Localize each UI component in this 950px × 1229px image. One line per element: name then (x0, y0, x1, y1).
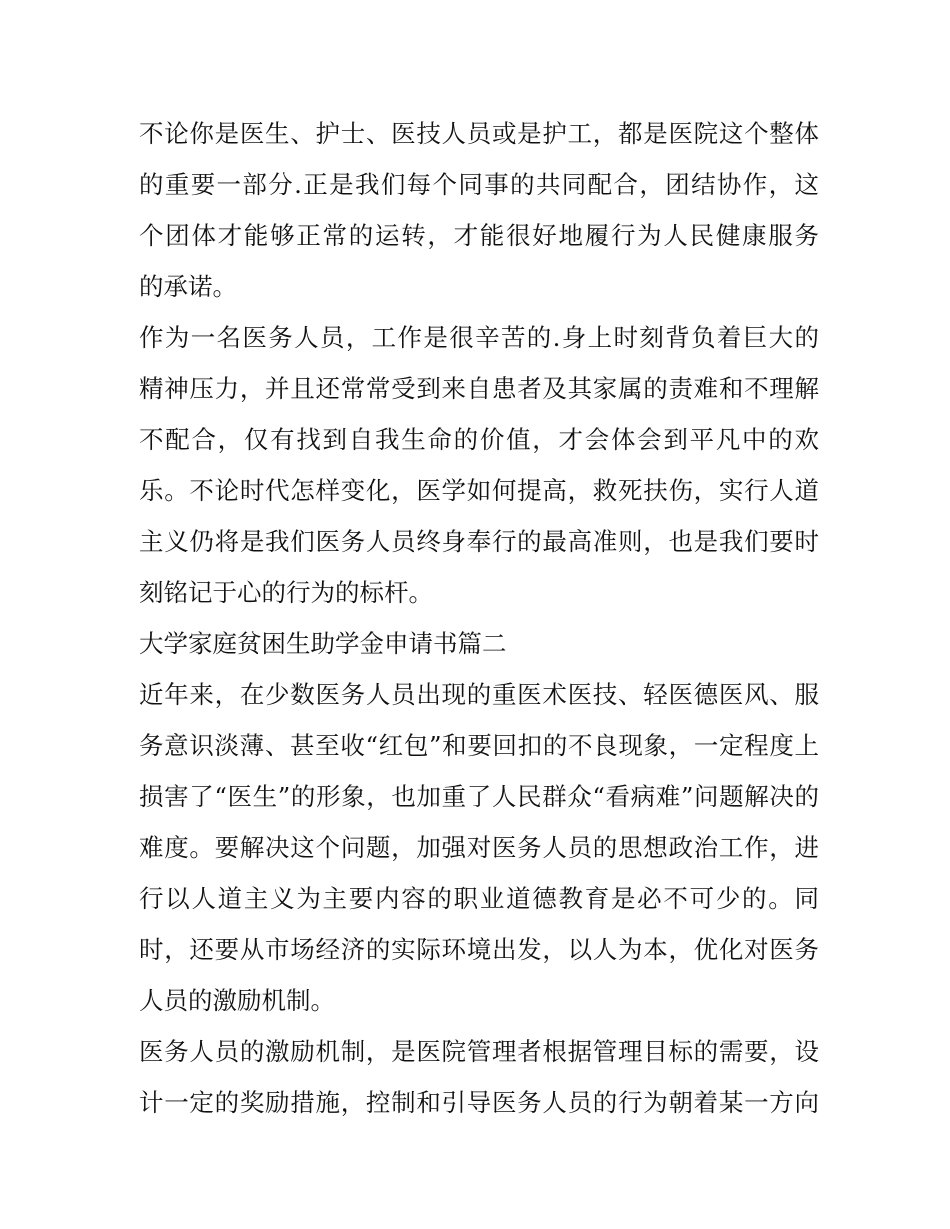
paragraph-line: 刻铭记于心的行为的标杆。 (139, 578, 433, 607)
paragraph-line: 计一定的奖励措施，控制和引导医务人员的行为朝着某一方向 (139, 1088, 819, 1117)
paragraph-line: 务意识淡薄、甚至收“红包”和要回扣的不良现象，一定程度上 (139, 731, 819, 760)
paragraph-line: 的承诺。 (139, 272, 237, 301)
paragraph-line: 人员的激励机制。 (139, 986, 335, 1015)
paragraph-line: 精神压力，并且还常常受到来自患者及其家属的责难和不理解 (139, 374, 819, 403)
paragraph-line: 乐。不论时代怎样变化，医学如何提高，救死扶伤，实行人道 (139, 476, 819, 505)
section-heading: 大学家庭贫困生助学金申请书篇二 (139, 629, 507, 658)
paragraph-line: 近年来，在少数医务人员出现的重医术医技、轻医德医风、服 (139, 680, 819, 709)
paragraph-line: 行以人道主义为主要内容的职业道德教育是必不可少的。同 (139, 884, 819, 913)
document-body (139, 108, 819, 1128)
paragraph-line: 难度。要解决这个问题，加强对医务人员的思想政治工作，进 (139, 833, 819, 862)
paragraph-line: 时，还要从市场经济的实际环境出发，以人为本，优化对医务 (139, 935, 819, 964)
paragraph-line: 个团体才能够正常的运转，才能很好地履行为人民健康服务 (139, 221, 819, 250)
paragraph-line: 的重要一部分.正是我们每个同事的共同配合，团结协作，这 (139, 170, 819, 199)
paragraph-line: 主义仍将是我们医务人员终身奉行的最高准则，也是我们要时 (139, 527, 819, 556)
paragraph-line: 不论你是医生、护士、医技人员或是护工，都是医院这个整体 (139, 119, 819, 148)
paragraph-line: 不配合，仅有找到自我生命的价值，才会体会到平凡中的欢 (139, 425, 819, 454)
paragraph-line: 作为一名医务人员，工作是很辛苦的.身上时刻背负着巨大的 (139, 323, 819, 352)
paragraph-line: 医务人员的激励机制，是医院管理者根据管理目标的需要，设 (139, 1037, 819, 1066)
paragraph-line: 损害了“医生”的形象，也加重了人民群众“看病难”问题解决的 (139, 782, 819, 811)
